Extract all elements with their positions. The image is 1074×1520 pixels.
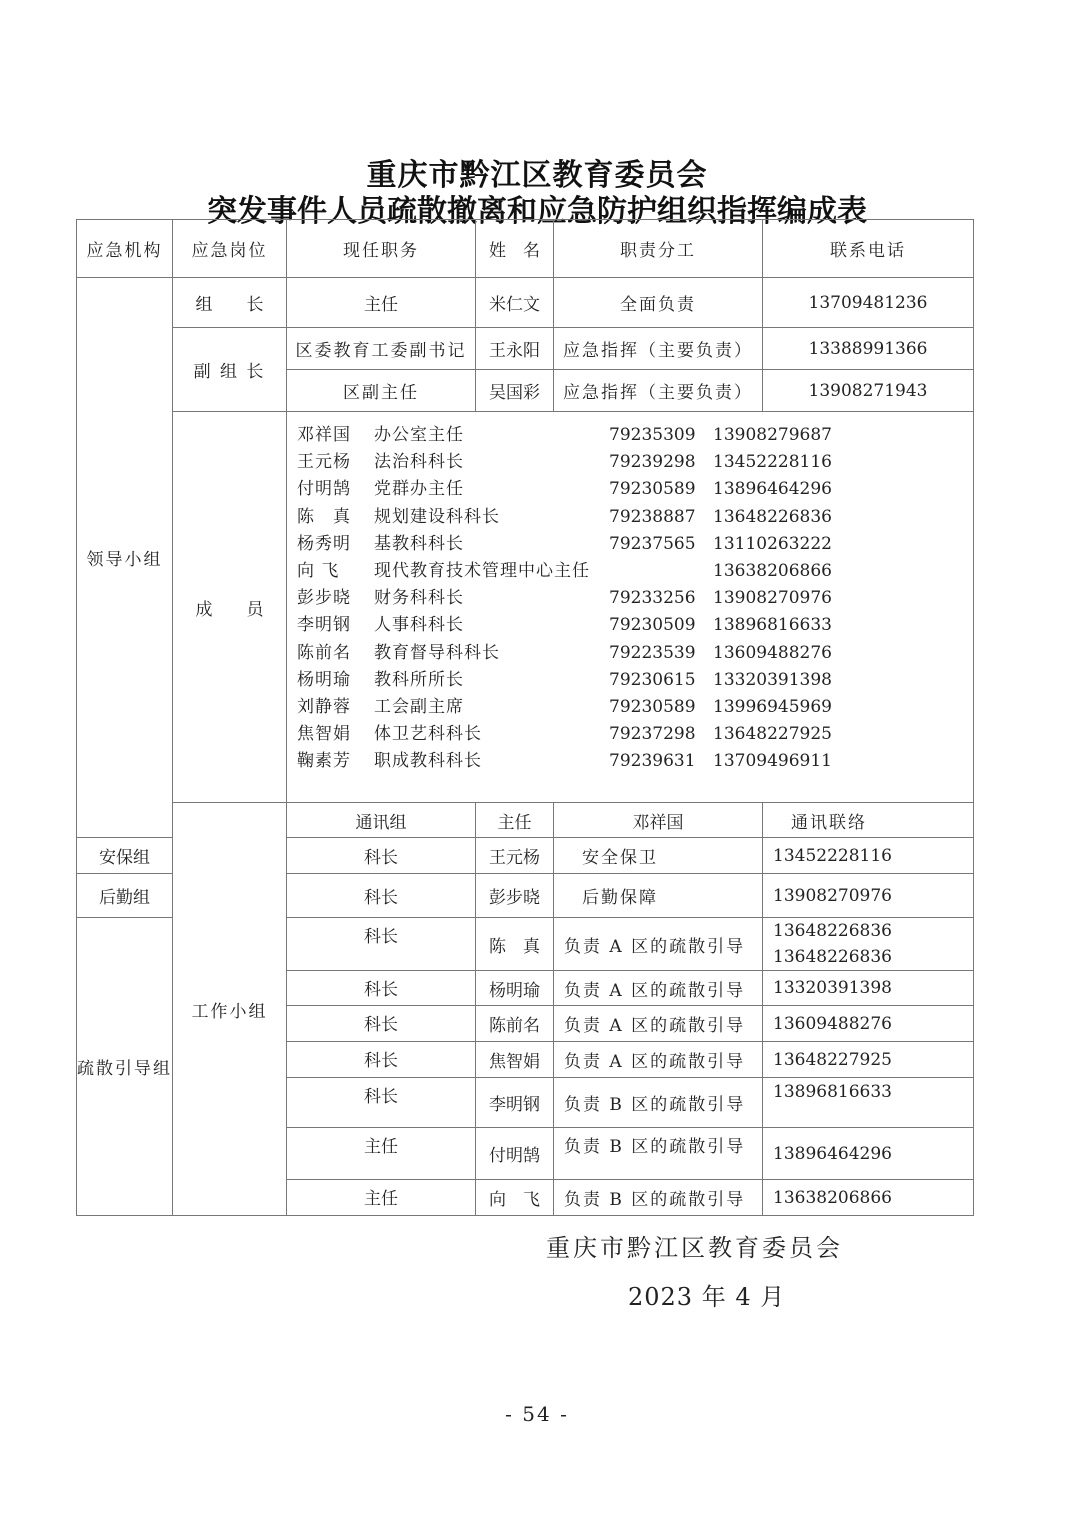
phone-cell: 13638206866 — [763, 1180, 974, 1216]
phone-cell: 13609488276 — [763, 1006, 974, 1042]
name-cell: 杨明瑜 — [476, 971, 554, 1006]
command-table — [76, 219, 974, 1216]
signature: 重庆市黔江区教育委员会 — [546, 1234, 843, 1262]
member-row: 陈前名 教育督导科科长 79223539 13609488276 — [297, 642, 832, 663]
document-subtitle: 突发事件人员疏散撤离和应急防护组织指挥编成表 — [207, 194, 867, 229]
duty-cell: 负责 A 区的疏散引导 — [554, 971, 763, 1006]
title-cell: 科长 — [287, 838, 476, 874]
duty-cell: 负责 A 区的疏散引导 — [554, 1006, 763, 1042]
name-cell: 陈前名 — [476, 1006, 554, 1042]
title-cell: 科长 — [287, 971, 476, 1006]
title-cell: 区副主任 — [287, 370, 476, 412]
header-phone: 联系电话 — [763, 220, 974, 278]
date: 2023 年 4 月 — [628, 1283, 786, 1311]
name-cell: 陈 真 — [476, 918, 554, 971]
post-cell: 安保组 — [77, 838, 173, 874]
member-row: 彭步晓 财务科科长 79233256 13908270976 — [297, 588, 832, 609]
member-row: 李明钢 人事科科长 79230509 13896816633 — [297, 615, 832, 636]
title-cell: 科长 — [287, 918, 476, 971]
phone-cell: 13908271943 — [763, 370, 974, 412]
title-cell: 主任 — [287, 1180, 476, 1216]
name-cell: 焦智娟 — [476, 1042, 554, 1078]
name-cell: 王元杨 — [476, 838, 554, 874]
post-cell: 通讯组 — [287, 803, 476, 838]
title-cell: 科长 — [287, 1006, 476, 1042]
duty-cell: 负责 B 区的疏散引导 — [554, 1180, 763, 1216]
phone-cell: 13648226836 13648226836 — [763, 918, 974, 971]
header-org: 应急机构 — [77, 220, 173, 278]
duty-cell: 安全保卫 — [554, 838, 763, 874]
duty-cell: 应急指挥（主要负责） — [554, 370, 763, 412]
name-cell: 米仁文 — [476, 278, 554, 328]
header-row — [77, 220, 974, 278]
document-title: 重庆市黔江区教育委员会 — [366, 158, 708, 193]
title-cell: 科长 — [287, 1042, 476, 1078]
member-row: 杨秀明 基教科科长 79237565 13110263222 — [297, 533, 832, 554]
phone-cell: 13896816633 — [763, 1078, 974, 1128]
member-row: 邓祥国 办公室主任 79235309 13908279687 — [297, 425, 832, 445]
title-cell: 主任 — [287, 278, 476, 328]
phone-cell: 13709481236 — [763, 278, 974, 328]
phone-cell: 13388991366 — [763, 328, 974, 370]
name-cell: 邓祥国 — [554, 803, 763, 838]
title-cell: 科长 — [287, 1078, 476, 1128]
post-evac: 疏散引导组 — [77, 918, 173, 1216]
name-cell: 彭步晓 — [476, 874, 554, 918]
member-row: 付明鹄 党群办主任 79230589 13896464296 — [297, 479, 832, 500]
table-row — [77, 803, 974, 838]
name-cell: 吴国彩 — [476, 370, 554, 412]
phone-cell: 13452228116 — [763, 838, 974, 874]
member-row: 向 飞 现代教育技术管理中心主任 13638206866 — [297, 560, 832, 581]
phone-cell: 13896464296 — [763, 1128, 974, 1180]
table-row — [77, 328, 974, 370]
table-row — [77, 278, 974, 328]
name-cell: 付明鹄 — [476, 1128, 554, 1180]
header-post: 应急岗位 — [173, 220, 287, 278]
header-title: 现任职务 — [287, 220, 476, 278]
name-cell: 李明钢 — [476, 1078, 554, 1128]
phone-cell: 13648227925 — [763, 1042, 974, 1078]
duty-cell: 通讯联络 — [763, 803, 974, 838]
org-working: 工作小组 — [173, 803, 287, 1216]
title-cell: 区委教育工委副书记 — [287, 328, 476, 370]
page-number: - 54 - — [505, 1402, 569, 1426]
name-cell: 向 飞 — [476, 1180, 554, 1216]
post-deputy: 副 组 长 — [173, 328, 287, 412]
duty-cell: 负责 B 区的疏散引导 — [554, 1078, 763, 1128]
post-leader: 组 长 — [173, 278, 287, 328]
members-row — [77, 412, 974, 803]
header-duty: 职责分工 — [554, 220, 763, 278]
phone-cell: 13908270976 — [763, 874, 974, 918]
name-cell: 王永阳 — [476, 328, 554, 370]
post-members: 成 员 — [173, 412, 287, 803]
members-list — [287, 412, 974, 803]
member-row: 刘静蓉 工会副主席 79230589 13996945969 — [297, 696, 832, 717]
member-row: 鞠素芳 职成教科科长 79239631 13709496911 — [297, 751, 832, 772]
member-row: 陈 真 规划建设科科长 79238887 13648226836 — [297, 506, 832, 527]
header-name: 姓 名 — [476, 220, 554, 278]
title-cell: 主任 — [287, 1128, 476, 1180]
member-row: 王元杨 法治科科长 79239298 13452228116 — [297, 452, 832, 473]
title-cell: 主任 — [476, 803, 554, 838]
post-cell: 后勤组 — [77, 874, 173, 918]
title-cell: 科长 — [287, 874, 476, 918]
duty-cell: 负责 A 区的疏散引导 — [554, 1042, 763, 1078]
member-row: 焦智娟 体卫艺科科长 79237298 13648227925 — [297, 724, 832, 745]
phone-cell: 13320391398 — [763, 971, 974, 1006]
duty-cell: 后勤保障 — [554, 874, 763, 918]
duty-cell: 负责 A 区的疏散引导 — [554, 918, 763, 971]
duty-cell: 负责 B 区的疏散引导 — [554, 1128, 763, 1180]
duty-cell: 应急指挥（主要负责） — [554, 328, 763, 370]
member-row: 杨明瑜 教科所所长 79230615 13320391398 — [297, 669, 832, 690]
org-leadership: 领导小组 — [77, 278, 173, 838]
duty-cell: 全面负责 — [554, 278, 763, 328]
